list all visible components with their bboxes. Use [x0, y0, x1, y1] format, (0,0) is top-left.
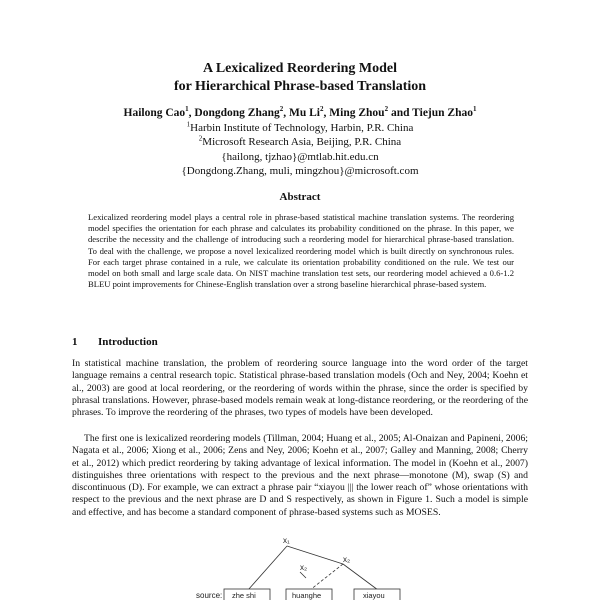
section-number: 1	[72, 336, 78, 348]
source-box-2-label: huanghe	[292, 591, 322, 600]
author-affiliation-mark: 2	[279, 105, 284, 114]
tree-edge	[248, 546, 287, 590]
author-separator: ,	[188, 107, 195, 119]
author-separator: ,	[323, 107, 330, 119]
author-affiliation-mark: 2	[384, 105, 389, 114]
affiliation-2	[0, 135, 600, 149]
tree-node-x2: x₂	[300, 563, 308, 572]
tree-edge	[287, 546, 343, 564]
author-separator: ,	[283, 107, 290, 119]
tree-node-x1: x₁	[283, 536, 290, 545]
tree-edge	[300, 572, 306, 578]
author-affiliation-mark: 1	[472, 105, 477, 114]
author-name: Hailong Cao	[123, 107, 186, 119]
tree-edge	[310, 564, 343, 590]
paper-title-line-2: for Hierarchical Phrase-based Translation	[173, 79, 427, 94]
author-name: Dongdong Zhang	[194, 107, 280, 119]
affiliation-1	[0, 121, 600, 135]
section-title: Introduction	[98, 336, 158, 348]
source-box-1-label: zhe shi	[232, 591, 256, 600]
affiliation-1-text: Harbin Institute of Technology, Harbin, P.R. China	[190, 122, 414, 134]
affiliation-2-text: Microsoft Research Asia, Beijing, P.R. China	[202, 136, 402, 148]
affiliation-1-mark: 1	[186, 120, 191, 129]
author-name: Mu Li	[289, 107, 321, 119]
tree-node-x2-right: x₂	[343, 555, 351, 564]
intro-paragraph-2: The first one is lexicalized reordering models (Tillman, 2004; Huang et al., 2005; Al-Onaizan and Papineni, 2006; Nagata et al., 2006; Xiong et al., 2006; Zens and Ney, 2006; Koehn et al., 2007; Galley and Manning, 2008; Cherry et al., 2012) which predict reordering by taking advantage of lexical information. The model in (Koehn et al., 2007) distinguishes three orientations with respect to the previous and the next phrase—monotone (M), swap (S) and discontinuous (D). For example, we can extract a phrase pair “xiayou ||| the lower reach of” whose orientations with respect to the previous and the next phrase are D and S respectively, as shown in Figure 1. Such a model is simple and effective, and has become a standard component of phrase-based systems such as MOSES.	[72, 433, 528, 518]
author-list	[0, 106, 600, 120]
affiliation-2-mark: 2	[198, 134, 203, 143]
paper-title-line-1: A Lexicalized Reordering Model	[202, 61, 398, 76]
abstract-text: Lexicalized reordering model plays a central role in phrase-based statistical machine translation systems. The reordering model specifies the orientation for each phrase and calculates its probability conditioned on the phrase. In this paper, we describe the necessity and the challenge of introducing such a reordering model for hierarchical phrase-based translation. To deal with the challenge, we propose a novel lexicalized reordering model which is built directly on synchronous rules. For each target phrase contained in a rule, we calculate its orientation probability conditioned on the rule. We test our model on both small and large scale data. On NIST machine translation test sets, our reordering model achieved a 0.6-1.2 BLEU point improvements for Chinese-English translation over a strong baseline hierarchical phrase-based system.	[88, 212, 514, 290]
author-name: Tiejun Zhao	[412, 107, 473, 119]
abstract-heading: Abstract	[279, 191, 321, 203]
author-affiliation-mark: 2	[320, 105, 324, 114]
author-separator: and	[388, 107, 413, 119]
intro-paragraph-1: In statistical machine translation, the problem of reordering source language into the word order of the target language remains a central research topic. Statistical phrase-based translation models (Och and Ney, 2004; Koehn et al., 2003) are good at local reordering, or the reordering of words within the phrase, since the order is specified by phrasal translations. However, phrase-based models remain weak at long-distance reordering, or the reordering of the phrases. To improve the reordering of the phrases, two types of models have been developed.	[72, 358, 528, 419]
source-label: source:	[196, 591, 223, 600]
section-heading	[72, 336, 158, 348]
author-affiliation-mark: 1	[185, 105, 189, 114]
email-1: {hailong, tjzhao}@mtlab.hit.edu.cn	[221, 151, 379, 163]
figure-1	[0, 534, 600, 600]
author-name: Ming Zhou	[329, 107, 385, 119]
source-box-3-label: xiayou	[363, 591, 385, 600]
tree-edge	[343, 564, 378, 590]
email-2: {Dongdong.Zhang, muli, mingzhou}@microsoft.com	[181, 165, 419, 177]
